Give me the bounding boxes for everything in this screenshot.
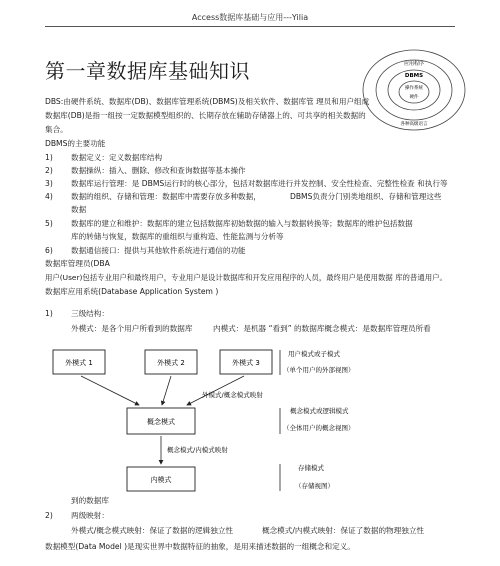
item-number: 6) [45,246,53,255]
item-number: 3) [45,179,53,188]
conceptual-schema-label: 概念模式 [147,418,175,426]
external-mapping-desc: 外模式/概念模式映射：保证了数据的逻辑独立性 [71,526,234,535]
mapping-label-2: 概念模式/内模式映射 [167,446,228,454]
external-schema-3-label: 外模式 3 [232,359,260,367]
function-item [45,191,261,202]
item-text-right: DBMS负责分门别类地组织、存储和管理这些 [290,192,442,201]
item-number: 2) [45,166,53,175]
intro-line-3: 集合。 [45,125,68,134]
item-text: 数据库运行管理：是 DBMS运行时的核心部分，包括对数据库进行并发控制、安全性检查、完整性检查 和执行等 [71,179,448,188]
right-label-3: 概念模式或逻辑模式 [290,407,349,415]
function-item [45,165,246,176]
outer-schema-desc: 外模式：是各个用户所看到的数据库 [71,324,193,333]
function-item [45,152,162,163]
mapping-label-1: 外模式/概念模式映射 [202,391,263,399]
external-schema-1-label: 外模式 1 [65,359,93,367]
dbs-layers-diagram [360,48,468,132]
dba-line: 数据库管理员(DBA [45,259,110,268]
item-continuation: 数据 [71,205,87,214]
internal-schema-label: 内模式 [150,476,172,484]
item-text: 数据通信接口：提供与其他软件系统进行通信的功能 [71,246,246,255]
intro-line-1: DBS:由硬件系统、数据库(DB)、数据库管理系统(DBMS)及相关软件、数据库管 理员和用户组成 [45,97,370,106]
arrow-ext2 [162,376,171,405]
item-number: 5) [45,219,53,228]
page-header: Access数据库基础与应用---Yilia [191,13,309,22]
arrow-ext1 [81,376,139,405]
three-level-heading [45,308,109,319]
item-text: 数据定义：定义数据库结构 [71,153,163,162]
item-text: 数据操纵：插入、删除、修改和查询数据等基本操作 [71,166,246,175]
item-number: 1) [45,153,53,162]
item-text: 两级映射： [71,511,109,520]
label-apps: 应用程序 [403,61,425,67]
three-level-tail: 到的数据库 [71,496,109,505]
user-line: 用户(User)包括专业用户和最终用户，专业用户是设计数据库和开发应用程序的人员，最终用户是使用数据 库的普通用户。 [45,273,447,282]
function-item [45,245,246,256]
two-mapping-heading [45,510,109,521]
three-level-schema-diagram [45,340,375,495]
right-label-6: （存储视图） [295,482,334,490]
das-line: 数据库应用系统(Database Application System ) [45,287,219,296]
external-schema-2-label: 外模式 2 [157,359,185,367]
function-item [45,178,448,189]
inner-schema-desc: 内模式：是机器 “看到” 的数据库概念模式：是数据库管理员所看 [213,324,431,333]
item-number: 2) [45,511,53,520]
intro-line-2: 数据库(DB)是指一组按一定数据模型组织的、长期存放在辅助存储器上的、可共享的相关数据的 [45,111,366,120]
label-os: 操作系统 [405,86,423,91]
internal-mapping-desc: 概念模式/内模式映射：保证了数据的物理独立性 [262,526,425,535]
right-label-1: 用户模式或子模式 [288,350,340,358]
label-dbms: DBMS [404,73,424,79]
item-text: 三级结构： [71,309,109,318]
data-model-line: 数据模型(Data Model )是现实世界中数据特征的抽象，是用来描述数据的一组概念和定义。 [45,542,355,551]
right-label-4: （全体用户的概念视图） [283,424,355,432]
chapter-title: 第一章数据库基础知识 [45,59,250,83]
header-rule [45,26,455,27]
right-label-5: 存储模式 [298,464,324,472]
label-languages: 各种高级语言 [400,122,428,127]
function-item [45,218,413,229]
item-number: 1) [45,309,53,318]
item-text: 数据库的建立和维护：数据库的建立包括数据库初始数据的输入与数据转换等；数据库的维护包括数据 [71,219,413,228]
functions-heading: DBMS的主要功能 [45,139,106,148]
item-text: 数据的组织、存储和管理：数据库中需要存放多种数据， [71,192,261,201]
item-number: 4) [45,192,53,201]
item-continuation: 库的转储与恢复，数据库的重组织与重构造、性能监测与分析等 [71,232,284,241]
right-label-2: （单个用户的外部视图） [283,366,355,374]
label-hardware: 硬件 [409,95,419,100]
